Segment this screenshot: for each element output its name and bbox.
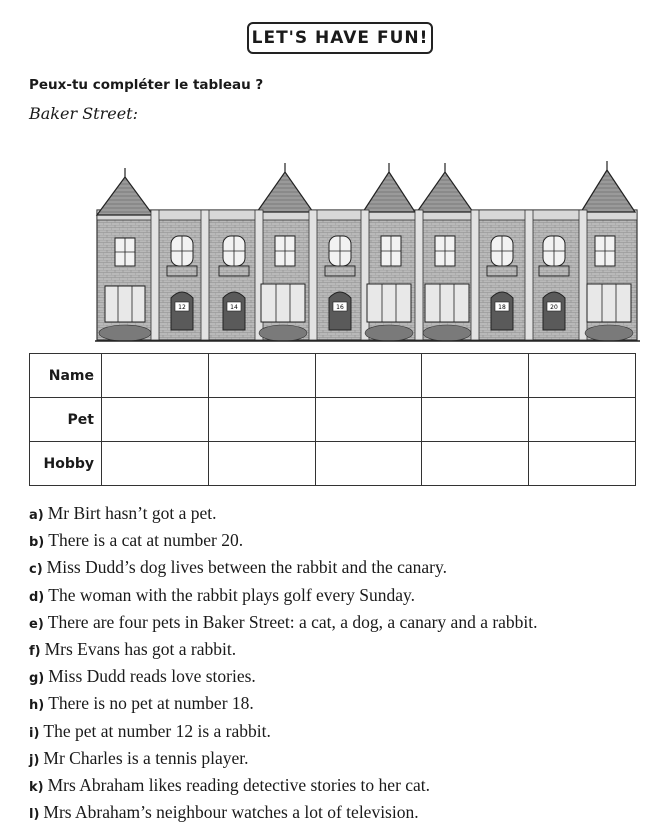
clue-letter: d): [29, 589, 45, 605]
clue-text: The pet at number 12 is a rabbit.: [43, 720, 271, 741]
door-number: 12: [178, 304, 186, 311]
worksheet-title: LET'S HAVE FUN!: [247, 22, 433, 54]
clue-item: [29, 745, 538, 772]
clue-letter: g): [29, 671, 45, 687]
clue-item: [29, 554, 538, 581]
clue-text: There is no pet at number 18.: [48, 693, 254, 714]
clue-item: [29, 636, 538, 663]
clue-item: [29, 663, 538, 690]
clue-letter: e): [29, 616, 44, 632]
clue-letter: i): [29, 725, 40, 741]
answer-cell[interactable]: [422, 442, 529, 486]
street-name: Baker Street:: [29, 104, 138, 123]
door-number: 18: [498, 304, 506, 311]
clue-letter: f): [29, 643, 41, 659]
answer-cell[interactable]: [102, 398, 209, 442]
row-label-name: Name: [30, 354, 102, 398]
door-number: 16: [336, 304, 344, 311]
terraced-houses-illustration: [95, 150, 651, 350]
row-label-hobby: Hobby: [30, 442, 102, 486]
clue-letter: k): [29, 779, 44, 795]
clue-text: Mr Charles is a tennis player.: [43, 747, 249, 768]
clue-item: [29, 718, 538, 745]
answer-cell[interactable]: [315, 442, 422, 486]
clue-text: The woman with the rabbit plays golf every Sunday.: [48, 584, 416, 605]
clue-item: [29, 609, 538, 636]
answer-cell[interactable]: [529, 398, 636, 442]
clue-text: Miss Dudd reads love stories.: [48, 666, 256, 687]
clue-item: [29, 527, 538, 554]
answer-cell[interactable]: [422, 398, 529, 442]
clue-letter: a): [29, 508, 44, 523]
clue-letter: l): [29, 807, 40, 823]
clue-list: [29, 500, 538, 826]
answer-cell[interactable]: [529, 442, 636, 486]
clue-item: [29, 690, 538, 717]
clue-item: [29, 500, 538, 527]
answer-cell[interactable]: [529, 354, 636, 398]
clue-text: There is a cat at number 20.: [48, 530, 244, 551]
clue-text: Miss Dudd’s dog lives between the rabbit and the canary.: [46, 557, 447, 578]
clue-letter: j): [29, 752, 40, 768]
clue-item: [29, 799, 538, 826]
answer-cell[interactable]: [208, 398, 315, 442]
clue-text: Mrs Abraham likes reading detective stories to her cat.: [47, 774, 431, 795]
table-row: [30, 398, 636, 442]
turret-roofs: [97, 161, 635, 215]
table-row: [30, 442, 636, 486]
clue-text: Mr Birt hasn’t got a pet.: [47, 503, 217, 523]
row-label-pet: Pet: [30, 398, 102, 442]
answer-cell[interactable]: [422, 354, 529, 398]
door-number: 14: [230, 304, 238, 311]
clue-text: Mrs Evans has got a rabbit.: [44, 638, 237, 659]
instruction-text: Peux-tu compléter le tableau ?: [29, 77, 264, 93]
clue-letter: h): [29, 698, 45, 714]
clue-item: [29, 582, 538, 609]
answer-cell[interactable]: [102, 354, 209, 398]
answer-table: [29, 353, 636, 486]
answer-cell[interactable]: [208, 442, 315, 486]
clue-text: There are four pets in Baker Street: a cat, a dog, a canary and a rabbit.: [47, 611, 538, 632]
clue-item: [29, 772, 538, 799]
table-row: [30, 354, 636, 398]
answer-cell[interactable]: [102, 442, 209, 486]
answer-cell[interactable]: [208, 354, 315, 398]
clue-letter: b): [29, 535, 45, 551]
answer-cell[interactable]: [315, 354, 422, 398]
answer-cell[interactable]: [315, 398, 422, 442]
door-number: 20: [550, 304, 558, 311]
clue-letter: c): [29, 562, 43, 578]
clue-text: Mrs Abraham’s neighbour watches a lot of television.: [43, 802, 419, 823]
